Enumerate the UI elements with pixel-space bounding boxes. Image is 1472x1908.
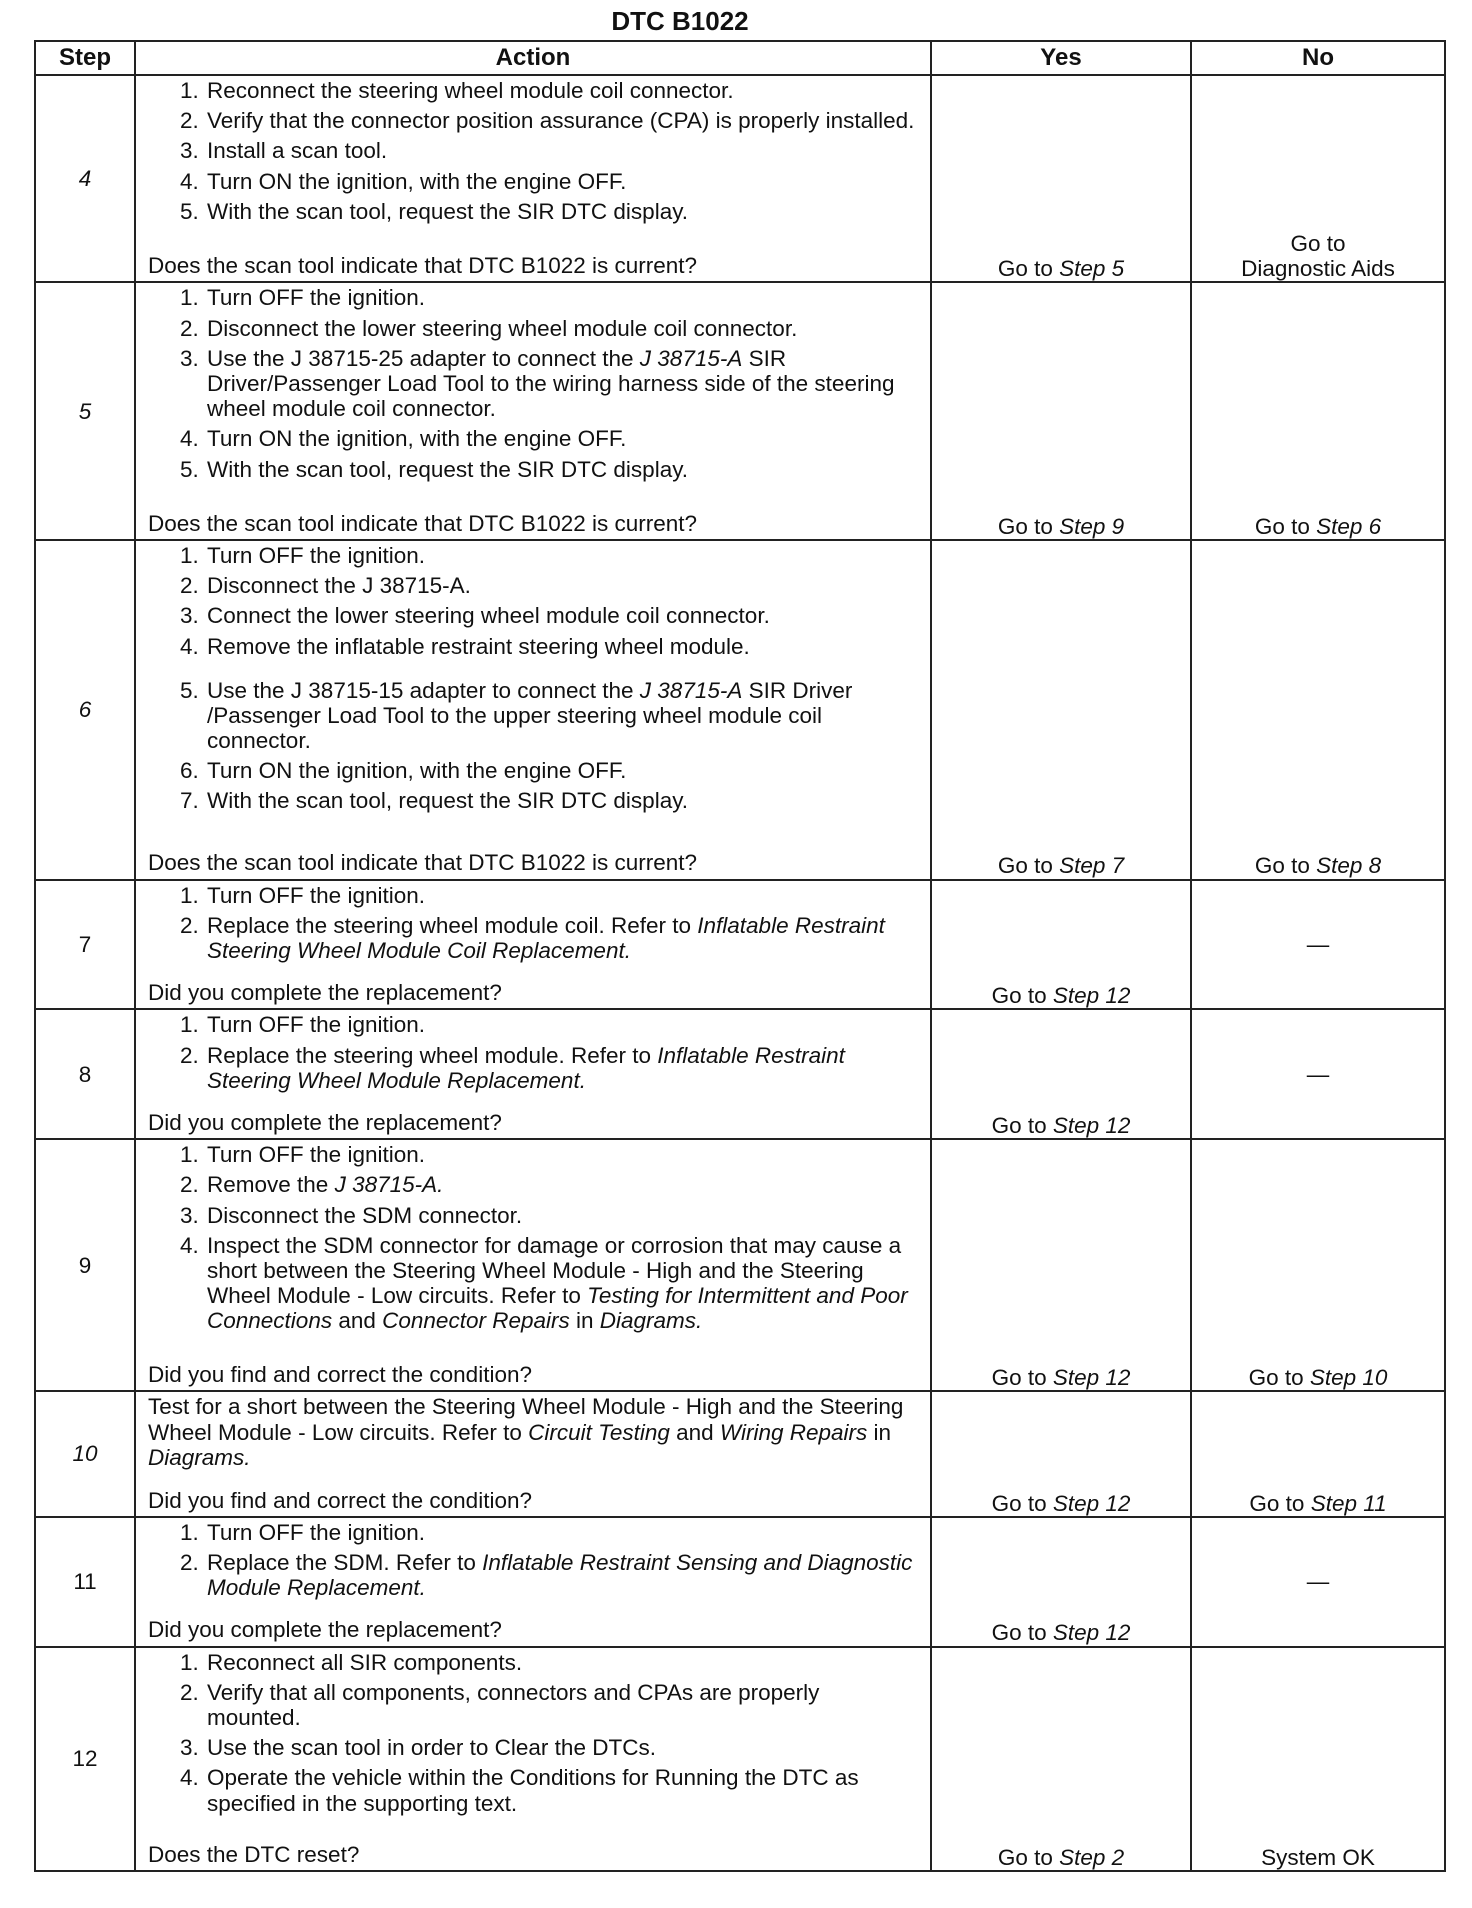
step-number: 12 — [35, 1647, 135, 1871]
no-cell: Go to Diagnostic Aids — [1191, 75, 1445, 282]
list-item: 4. Turn ON the ignition, with the engine OFF. — [205, 169, 918, 194]
action-cell — [135, 1517, 931, 1647]
action-cell — [135, 880, 931, 1010]
yes-cell: Go to Step 5 — [931, 75, 1191, 282]
list-item: 4. Turn ON the ignition, with the engine OFF. — [205, 426, 918, 451]
step-number: 7 — [35, 880, 135, 1010]
action-list — [148, 883, 918, 969]
action-cell — [135, 1647, 931, 1871]
action-question: Does the scan tool indicate that DTC B1022 is current? — [148, 510, 698, 536]
step-number: 10 — [35, 1391, 135, 1516]
list-item: 1. Reconnect the steering wheel module coil connector. — [205, 78, 918, 103]
list-item: 2. Disconnect the J 38715-A. — [205, 573, 918, 598]
step-link: Step 12 — [1052, 1620, 1131, 1646]
step-row-6 — [35, 540, 1445, 880]
no-cell: Go to Step 11 — [1191, 1391, 1445, 1516]
yes-cell: Go to Step 12 — [931, 1391, 1191, 1516]
action-question: Does the DTC reset? — [148, 1841, 360, 1867]
yes-cell: Go to Step 2 — [931, 1647, 1191, 1871]
header-row — [35, 41, 1445, 75]
header-step: Step — [35, 41, 135, 75]
no-cell: — — [1191, 1009, 1445, 1139]
list-item: 3. Use the J 38715-25 adapter to connect the J 38715-A SIR Driver/Passenger Load Tool to the wiring harness side of the steering wheel module coil connector. — [205, 346, 918, 422]
action-list — [148, 78, 918, 229]
action-list — [148, 1650, 918, 1821]
step-row-4 — [35, 75, 1445, 282]
no-cell: — — [1191, 880, 1445, 1010]
step-number: 8 — [35, 1009, 135, 1139]
dtc-table — [34, 40, 1446, 1872]
header-no: No — [1191, 41, 1445, 75]
step-row-5 — [35, 282, 1445, 540]
list-item: 2. Remove the J 38715-A. — [205, 1172, 918, 1197]
yes-cell: Go to Step 12 — [931, 1009, 1191, 1139]
action-cell — [135, 282, 931, 540]
step-link: Step 5 — [1059, 256, 1125, 282]
list-item: 1. Turn OFF the ignition. — [205, 285, 918, 310]
action-question: Does the scan tool indicate that DTC B1022 is current? — [148, 850, 698, 876]
header-action: Action — [135, 41, 931, 75]
list-item: 7. With the scan tool, request the SIR DTC display. — [205, 788, 918, 813]
no-cell: Go to Step 8 — [1191, 540, 1445, 880]
action-text: Test for a short between the Steering Wheel Module - High and the Steering Wheel Module - Low circuits. Refer to Circuit Testing and Wiring Repairs in Diagrams. — [148, 1394, 904, 1470]
step-link: Step 6 — [1316, 513, 1382, 539]
no-cell: — — [1191, 1517, 1445, 1647]
page-title: DTC B1022 — [611, 6, 749, 36]
step-row-10 — [35, 1391, 1445, 1516]
action-list — [148, 285, 918, 486]
step-row-7 — [35, 880, 1445, 1010]
step-link: Step 12 — [1052, 983, 1131, 1009]
list-item: 5. Use the J 38715-15 adapter to connect the J 38715-A SIR Driver /Passenger Load Tool to the upper steering wheel module coil connector. — [205, 678, 918, 754]
list-item: 2. Disconnect the lower steering wheel module coil connector. — [205, 316, 918, 341]
step-link: Step 11 — [1310, 1490, 1387, 1516]
list-item: 2. Replace the SDM. Refer to Inflatable Restraint Sensing and Diagnostic Module Replacement. — [205, 1550, 918, 1600]
action-question: Did you find and correct the condition? — [148, 1487, 532, 1513]
action-list — [148, 1520, 918, 1606]
yes-cell: Go to Step 12 — [931, 1139, 1191, 1391]
action-question: Does the scan tool indicate that DTC B1022 is current? — [148, 253, 698, 279]
action-question: Did you complete the replacement? — [148, 1110, 502, 1136]
no-cell: Go to Step 6 — [1191, 282, 1445, 540]
action-cell — [135, 1391, 931, 1516]
header-yes: Yes — [931, 41, 1191, 75]
step-number: 5 — [35, 282, 135, 540]
action-question: Did you complete the replacement? — [148, 1617, 502, 1643]
step-row-8 — [35, 1009, 1445, 1139]
yes-cell: Go to Step 9 — [931, 282, 1191, 540]
list-item: 3. Connect the lower steering wheel module coil connector. — [205, 603, 918, 628]
step-link: Step 2 — [1059, 1844, 1125, 1870]
list-item: 2. Verify that all components, connectors and CPAs are properly mounted. — [205, 1680, 918, 1730]
step-number: 11 — [35, 1517, 135, 1647]
action-cell — [135, 1009, 931, 1139]
action-cell — [135, 1139, 931, 1391]
list-item: 3. Use the scan tool in order to Clear the DTCs. — [205, 1735, 918, 1760]
action-question: Did you complete the replacement? — [148, 980, 502, 1006]
step-link: Step 12 — [1052, 1365, 1131, 1391]
action-question: Did you find and correct the condition? — [148, 1362, 532, 1388]
list-item: 3. Install a scan tool. — [205, 138, 918, 163]
list-item: 1. Turn OFF the ignition. — [205, 883, 918, 908]
step-row-9 — [35, 1139, 1445, 1391]
yes-cell: Go to Step 12 — [931, 1517, 1191, 1647]
yes-cell: Go to Step 7 — [931, 540, 1191, 880]
list-item: 2. Replace the steering wheel module. Refer to Inflatable Restraint Steering Wheel Module Replacement. — [205, 1043, 918, 1093]
action-list — [148, 543, 918, 819]
step-link: Step 10 — [1309, 1365, 1388, 1391]
list-item: 1. Turn OFF the ignition. — [205, 1520, 918, 1545]
step-number: 6 — [35, 540, 135, 880]
no-cell: Go to Step 10 — [1191, 1139, 1445, 1391]
list-item: 1. Turn OFF the ignition. — [205, 543, 918, 568]
yes-cell: Go to Step 12 — [931, 880, 1191, 1010]
step-link: Step 7 — [1059, 853, 1125, 879]
step-link: Step 9 — [1059, 513, 1125, 539]
step-link: Step 8 — [1316, 853, 1382, 879]
action-cell — [135, 75, 931, 282]
step-row-12 — [35, 1647, 1445, 1871]
list-item: 5. With the scan tool, request the SIR DTC display. — [205, 199, 918, 224]
list-item: 2. Verify that the connector position assurance (CPA) is properly installed. — [205, 108, 918, 133]
no-cell: System OK — [1191, 1647, 1445, 1871]
list-item: 6. Turn ON the ignition, with the engine OFF. — [205, 758, 918, 783]
step-number: 4 — [35, 75, 135, 282]
list-item: 3. Disconnect the SDM connector. — [205, 1203, 918, 1228]
step-row-11 — [35, 1517, 1445, 1647]
list-item: 1. Turn OFF the ignition. — [205, 1142, 918, 1167]
list-item: 5. With the scan tool, request the SIR DTC display. — [205, 457, 918, 482]
action-list — [148, 1142, 918, 1338]
step-link: Step 12 — [1052, 1490, 1131, 1516]
step-number: 9 — [35, 1139, 135, 1391]
step-link: Step 12 — [1052, 1113, 1131, 1139]
list-item: 4. Operate the vehicle within the Conditions for Running the DTC as specified in the supporting text. — [205, 1765, 918, 1815]
action-cell — [135, 540, 931, 880]
list-item: 1. Reconnect all SIR components. — [205, 1650, 918, 1675]
list-item: 1. Turn OFF the ignition. — [205, 1012, 918, 1037]
list-item: 2. Replace the steering wheel module coil. Refer to Inflatable Restraint Steering Wheel Module Coil Replacement. — [205, 913, 918, 963]
list-item: 4. Inspect the SDM connector for damage or corrosion that may cause a short between the Steering Wheel Module - High and the Steering Wheel Module - Low circuits. Refer to Testing for Intermittent and Poor Connections and Connector Repairs in Diagrams. — [205, 1233, 918, 1334]
list-item: 4. Remove the inflatable restraint steering wheel module. — [205, 634, 918, 673]
action-list — [148, 1012, 918, 1098]
